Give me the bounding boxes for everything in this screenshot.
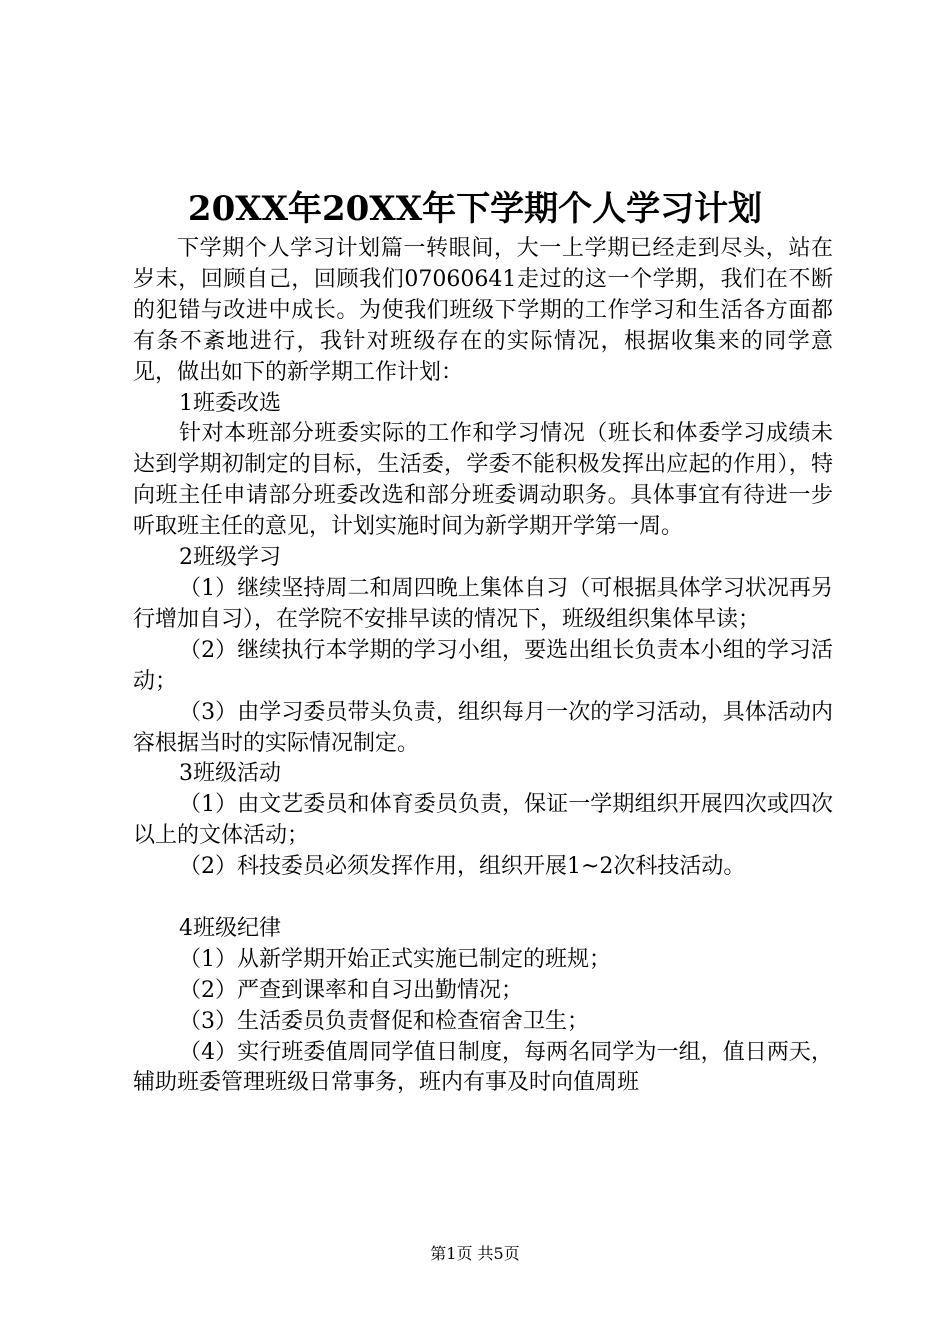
page-number-footer: 第1页 共5页 [430,1244,520,1263]
section-1-paragraph: 针对本班部分班委实际的工作和学习情况（班长和体委学习成绩未达到学期初制定的目标，生活委，学委不能积极发挥出应起的作用），特向班主任申请部分班委改选和部分班委调动职务。具体事宜有待进一步听取班主任的意见，计划实施时间为新学期开学第一周。 [133,421,833,540]
section-4-item-2: （2）严查到课率和自习出勤情况； [179,977,523,1003]
section-3-item-1: （1）由文艺委员和体育委员负责，保证一学期组织开展四次或四次以上的文体活动； [133,792,833,849]
section-heading-4: 4班级纪律 [179,915,281,941]
blank-line [133,883,833,914]
section-2-item-2: （2）继续执行本学期的学习小组，要选出组长负责本小组的学习活动； [133,637,833,694]
section-4-item-1: （1）从新学期开始正式实施已制定的班规； [179,946,611,972]
section-heading-3: 3班级活动 [179,761,281,787]
section-heading-2: 2班级学习 [179,545,281,571]
section-3-item-2: （2）科技委员必须发挥作用，组织开展1~2次科技活动。 [179,854,746,880]
section-heading-1: 1班委改选 [179,390,281,416]
section-2-item-1: （1）继续坚持周二和周四晚上集体自习（可根据具体学习状况再另行增加自习），在学院不安排早读的情况下，班级组织集体早读； [133,575,833,632]
section-4-item-3: （3）生活委员负责督促和检查宿舍卫生； [179,1008,589,1034]
document-body [133,234,833,1099]
section-4-item-4: （4）实行班委值周同学值日制度，每两名同学为一组，值日两天，辅助班委管理班级日常事务，班内有事及时向值周班 [133,1039,833,1096]
section-2-item-3: （3）由学习委员带头负责，组织每月一次的学习活动，具体活动内容根据当时的实际情况制定。 [133,699,833,756]
document-title: 20XX年20XX年下学期个人学习计划 [187,189,763,229]
intro-paragraph: 下学期个人学习计划篇一转眼间，大一上学期已经走到尽头，站在岁末，回顾自己，回顾我们07060641走过的这一个学期，我们在不断的犯错与改进中成长。为使我们班级下学期的工作学习和生活各方面都有条不紊地进行，我针对班级存在的实际情况，根据收集来的同学意见，做出如下的新学期工作计划： [133,236,833,385]
